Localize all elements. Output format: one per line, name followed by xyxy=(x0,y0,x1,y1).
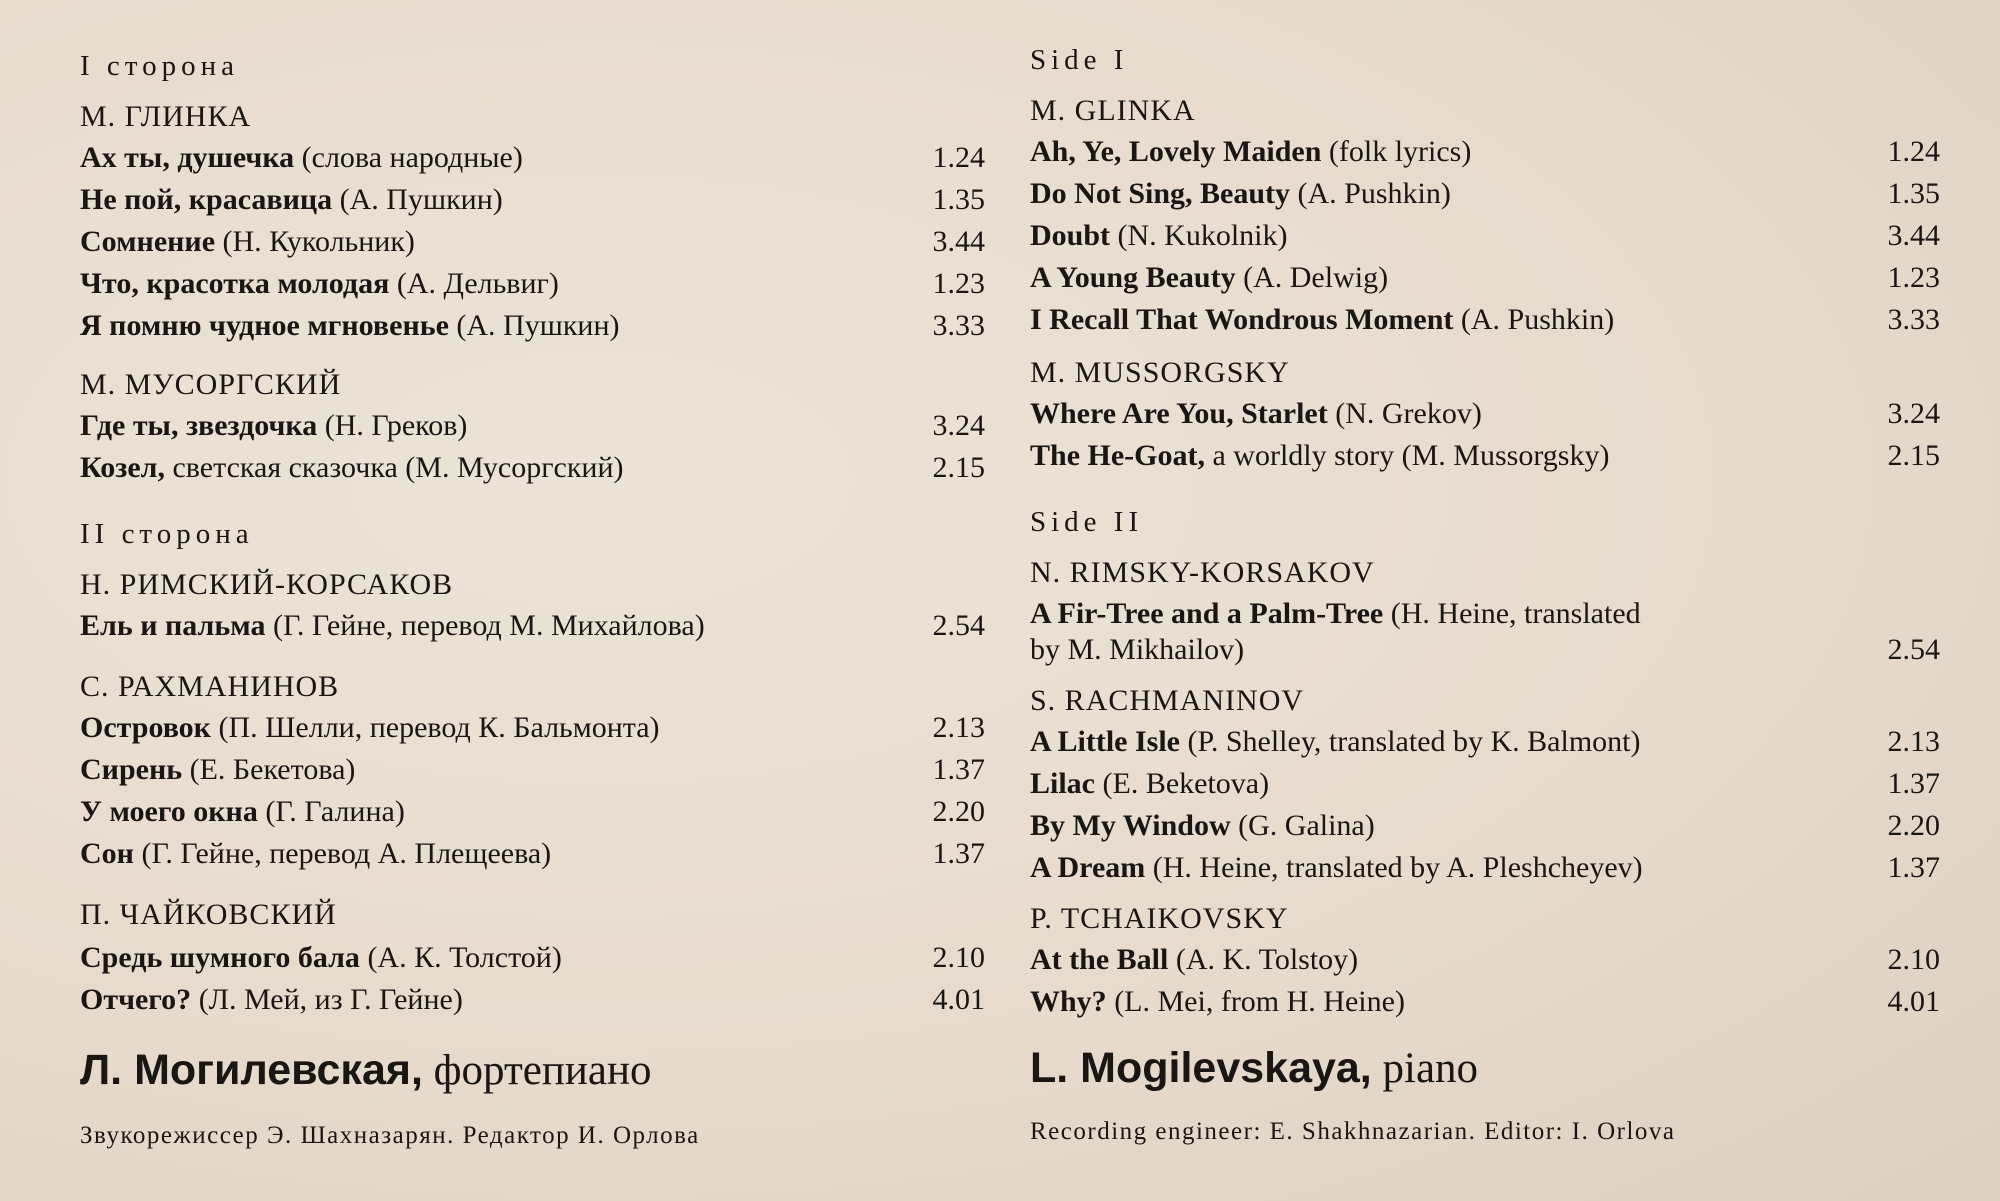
track-credit: (G. Galina) xyxy=(1230,809,1375,842)
track-duration: 1.23 xyxy=(932,267,985,300)
track-title: Lilac xyxy=(1030,767,1095,800)
performer-name: L. Mogilevskaya, xyxy=(1030,1044,1372,1092)
track-row xyxy=(1030,984,1940,1020)
track-row xyxy=(80,836,985,872)
track-row xyxy=(1030,260,1940,296)
track-credit: (А. Дельвиг) xyxy=(389,267,559,300)
track-duration: 2.20 xyxy=(932,795,985,828)
track-duration: 4.01 xyxy=(1887,985,1940,1018)
track-credit: (А. К. Толстой) xyxy=(359,941,562,974)
composer-glinka: М. ГЛИНКА xyxy=(80,100,252,133)
track-title: Сирень xyxy=(80,753,183,786)
track-duration: 3.24 xyxy=(1887,397,1940,430)
track-row xyxy=(80,140,985,176)
track-row xyxy=(80,450,985,486)
track-credit-continued: by M. Mikhailov) xyxy=(1030,633,1245,666)
track-credit: светская сказочка (М. Мусоргский) xyxy=(164,451,624,484)
track-duration: 2.20 xyxy=(1887,809,1940,842)
composer-rimsky-korsakov: Н. РИМСКИЙ-КОРСАКОВ xyxy=(80,568,454,601)
track-row xyxy=(80,182,985,218)
track-title: Why? xyxy=(1030,985,1107,1018)
track-duration: 1.24 xyxy=(932,141,985,174)
track-credit: (П. Шелли, перевод К. Бальмонта) xyxy=(210,711,660,744)
track-duration: 2.54 xyxy=(1887,633,1940,666)
track-duration: 1.23 xyxy=(1887,261,1940,294)
track-row xyxy=(80,266,985,302)
performer-line xyxy=(80,1046,651,1095)
track-row xyxy=(1030,134,1940,170)
track-row xyxy=(80,408,985,444)
track-title: A Little Isle xyxy=(1030,725,1180,758)
track-duration: 3.33 xyxy=(932,309,985,342)
track-credit: a worldly story (M. Mussorgsky) xyxy=(1204,439,1610,472)
track-credit: (A. Pushkin) xyxy=(1290,177,1451,210)
track-title: Doubt xyxy=(1030,219,1111,252)
track-row xyxy=(80,752,985,788)
track-title: Ель и пальма xyxy=(80,609,266,642)
track-row xyxy=(80,308,985,344)
track-credit: (E. Beketova) xyxy=(1095,767,1270,800)
track-row xyxy=(1030,596,1940,668)
track-credit: (A. Delwig) xyxy=(1235,261,1389,294)
track-title: У моего окна xyxy=(80,795,258,828)
track-row xyxy=(1030,724,1940,760)
track-credit: (L. Mei, from H. Heine) xyxy=(1106,985,1405,1018)
track-row xyxy=(1030,766,1940,802)
track-title: Ah, Ye, Lovely Maiden xyxy=(1030,135,1322,168)
track-duration: 2.10 xyxy=(1887,943,1940,976)
track-credit: (Г. Галина) xyxy=(257,795,405,828)
track-title: At the Ball xyxy=(1030,943,1169,976)
track-row xyxy=(80,710,985,746)
track-duration: 2.13 xyxy=(1887,725,1940,758)
track-title: By My Window xyxy=(1030,809,1231,842)
track-credit: (N. Grekov) xyxy=(1327,397,1482,430)
track-credit: (N. Kukolnik) xyxy=(1110,219,1288,252)
track-title: The He-Goat, xyxy=(1030,439,1205,472)
track-duration: 1.37 xyxy=(932,753,985,786)
track-row xyxy=(1030,302,1940,338)
track-duration: 3.44 xyxy=(932,225,985,258)
side-1-label: I сторона xyxy=(80,50,239,82)
side-1-label: Side I xyxy=(1030,44,1129,76)
composer-tchaikovsky: П. ЧАЙКОВСКИЙ xyxy=(80,898,337,931)
track-row xyxy=(1030,218,1940,254)
track-row xyxy=(80,608,985,644)
track-duration: 2.15 xyxy=(1887,439,1940,472)
track-title: Отчего? xyxy=(80,983,192,1016)
track-title: A Young Beauty xyxy=(1030,261,1236,294)
track-duration: 4.01 xyxy=(932,983,985,1016)
composer-glinka: M. GLINKA xyxy=(1030,94,1196,127)
track-row xyxy=(1030,176,1940,212)
track-duration: 2.15 xyxy=(932,451,985,484)
track-title: Не пой, красавица xyxy=(80,183,333,216)
side-2-label: II сторона xyxy=(80,518,254,550)
track-credit: (A. K. Tolstoy) xyxy=(1168,943,1359,976)
track-duration: 3.44 xyxy=(1887,219,1940,252)
composer-mussorgsky: M. MUSSORGSKY xyxy=(1030,356,1290,389)
track-duration: 3.24 xyxy=(932,409,985,442)
composer-rachmaninov: С. РАХМАНИНОВ xyxy=(80,670,340,703)
track-credit: (А. Пушкин) xyxy=(448,309,620,342)
composer-mussorgsky: М. МУСОРГСКИЙ xyxy=(80,368,342,401)
composer-rachmaninov: S. RACHMANINOV xyxy=(1030,684,1305,717)
track-title: A Fir-Tree and a Palm-Tree xyxy=(1030,597,1384,630)
composer-rimsky-korsakov: N. RIMSKY-KORSAKOV xyxy=(1030,556,1375,589)
track-title: Я помню чудное мгновенье xyxy=(80,309,449,342)
performer-name: Л. Могилевская, xyxy=(80,1046,423,1094)
track-credit: (слова народные) xyxy=(294,141,523,174)
track-title: Ах ты, душечка xyxy=(80,141,295,174)
track-credit: (Е. Бекетова) xyxy=(182,753,356,786)
side-2-label: Side II xyxy=(1030,506,1144,538)
composer-tchaikovsky: P. TCHAIKOVSKY xyxy=(1030,902,1289,935)
track-row xyxy=(80,224,985,260)
track-title: Козел, xyxy=(80,451,165,484)
track-row xyxy=(1030,808,1940,844)
track-duration: 1.37 xyxy=(932,837,985,870)
track-row xyxy=(80,794,985,830)
track-title: Что, красотка молодая xyxy=(80,267,390,300)
track-credit: (Г. Гейне, перевод А. Плещеева) xyxy=(133,837,552,870)
track-row xyxy=(80,982,985,1018)
track-duration: 1.37 xyxy=(1887,767,1940,800)
track-credit: (Н. Кукольник) xyxy=(215,225,415,258)
track-title: Сомнение xyxy=(80,225,216,258)
production-credits: Звукорежиссер Э. Шахназарян. Редактор И. Орлова xyxy=(80,1122,700,1149)
track-duration: 2.54 xyxy=(932,609,985,642)
track-credit: (Л. Мей, из Г. Гейне) xyxy=(191,983,463,1016)
track-row xyxy=(1030,850,1940,886)
track-credit: (Г. Гейне, перевод М. Михайлова) xyxy=(265,609,705,642)
track-row xyxy=(1030,438,1940,474)
track-credit: (Н. Греков) xyxy=(317,409,468,442)
track-title: Островок xyxy=(80,711,211,744)
track-credit: (folk lyrics) xyxy=(1321,135,1472,168)
track-duration: 1.24 xyxy=(1887,135,1940,168)
performer-role: piano xyxy=(1371,1045,1479,1092)
track-duration: 2.10 xyxy=(932,941,985,974)
track-duration: 3.33 xyxy=(1887,303,1940,336)
track-credit: (H. Heine, translated by A. Pleshcheyev) xyxy=(1145,851,1643,884)
track-duration: 2.13 xyxy=(932,711,985,744)
track-title: Где ты, звездочка xyxy=(80,409,318,442)
track-title: Where Are You, Starlet xyxy=(1030,397,1328,430)
track-credit: (H. Heine, translated xyxy=(1383,597,1641,630)
track-title: A Dream xyxy=(1030,851,1146,884)
track-credit: (P. Shelley, translated by K. Balmont) xyxy=(1180,725,1641,758)
track-title: I Recall That Wondrous Moment xyxy=(1030,303,1454,336)
performer-line xyxy=(1030,1044,1478,1093)
track-title: Сон xyxy=(80,837,134,870)
track-title: Средь шумного бала xyxy=(80,941,360,974)
track-duration: 1.35 xyxy=(1887,177,1940,210)
performer-role: фортепиано xyxy=(422,1047,652,1094)
track-row xyxy=(1030,396,1940,432)
track-title: Do Not Sing, Beauty xyxy=(1030,177,1291,210)
production-credits: Recording engineer: E. Shakhnazarian. Editor: I. Orlova xyxy=(1030,1118,1676,1145)
track-row xyxy=(80,940,985,976)
track-duration: 1.37 xyxy=(1887,851,1940,884)
track-duration: 1.35 xyxy=(932,183,985,216)
track-credit: (А. Пушкин) xyxy=(332,183,503,216)
track-row xyxy=(1030,942,1940,978)
track-credit: (A. Pushkin) xyxy=(1453,303,1615,336)
